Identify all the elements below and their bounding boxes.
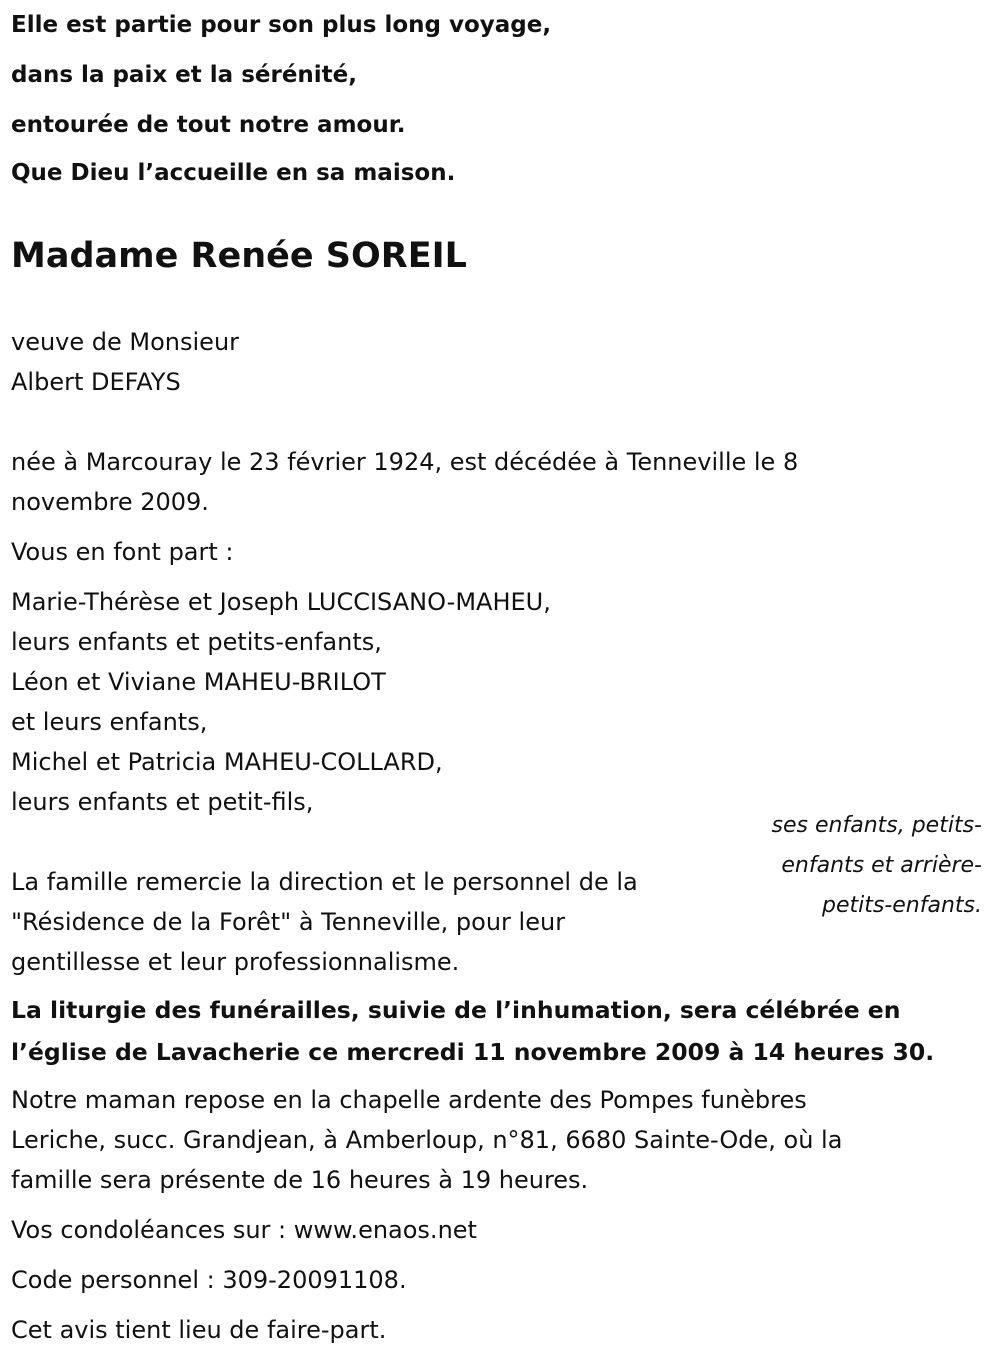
thanks-line-2: "Résidence de la Forêt" à Tenneville, pour leur xyxy=(11,908,566,936)
family-line-5: Michel et Patricia MAHEU-COLLARD, xyxy=(11,748,443,776)
verse-line-3: entourée de tout notre amour. xyxy=(11,112,406,138)
closing-line: Cet avis tient lieu de faire-part. xyxy=(11,1316,387,1344)
family-summary-line-3: petits-enfants. xyxy=(822,893,982,918)
family-line-4: et leurs enfants, xyxy=(11,708,208,736)
verse-line-1: Elle est partie pour son plus long voyage, xyxy=(11,12,552,38)
family-summary-line-1: ses enfants, petits- xyxy=(771,813,982,838)
announce-line: Vous en font part : xyxy=(11,538,234,566)
chapel-line-1: Notre maman repose en la chapelle ardente des Pompes funèbres xyxy=(11,1086,807,1114)
verse-line-2: dans la paix et la sérénité, xyxy=(11,62,358,88)
personal-code-line: Code personnel : 309-20091108. xyxy=(11,1266,407,1294)
family-line-3: Léon et Viviane MAHEU-BRILOT xyxy=(11,668,386,696)
birth-death-line-2: novembre 2009. xyxy=(11,488,209,516)
chapel-line-3: famille sera présente de 16 heures à 19 heures. xyxy=(11,1166,589,1194)
family-summary-line-2: enfants et arrière- xyxy=(781,853,982,878)
verse-line-4: Que Dieu l’accueille en sa maison. xyxy=(11,160,456,186)
family-line-1: Marie-Thérèse et Joseph LUCCISANO-MAHEU, xyxy=(11,588,551,616)
widow-line-1: veuve de Monsieur xyxy=(11,328,240,356)
deceased-name: Madame Renée SOREIL xyxy=(11,236,467,276)
condolences-line: Vos condoléances sur : www.enaos.net xyxy=(11,1216,477,1244)
thanks-line-3: gentillesse et leur professionnalisme. xyxy=(11,948,460,976)
family-line-6: leurs enfants et petit-fils, xyxy=(11,788,314,816)
liturgy-line-1: La liturgie des funérailles, suivie de l’inhumation, sera célébrée en xyxy=(11,996,901,1024)
family-line-2: leurs enfants et petits-enfants, xyxy=(11,628,382,656)
widow-line-2: Albert DEFAYS xyxy=(11,368,181,396)
chapel-line-2: Leriche, succ. Grandjean, à Amberloup, n°81, 6680 Sainte-Ode, où la xyxy=(11,1126,843,1154)
liturgy-line-2: l’église de Lavacherie ce mercredi 11 novembre 2009 à 14 heures 30. xyxy=(11,1038,935,1066)
thanks-line-1: La famille remercie la direction et le personnel de la xyxy=(11,868,638,896)
birth-death-line-1: née à Marcouray le 23 février 1924, est décédée à Tenneville le 8 xyxy=(11,448,799,476)
